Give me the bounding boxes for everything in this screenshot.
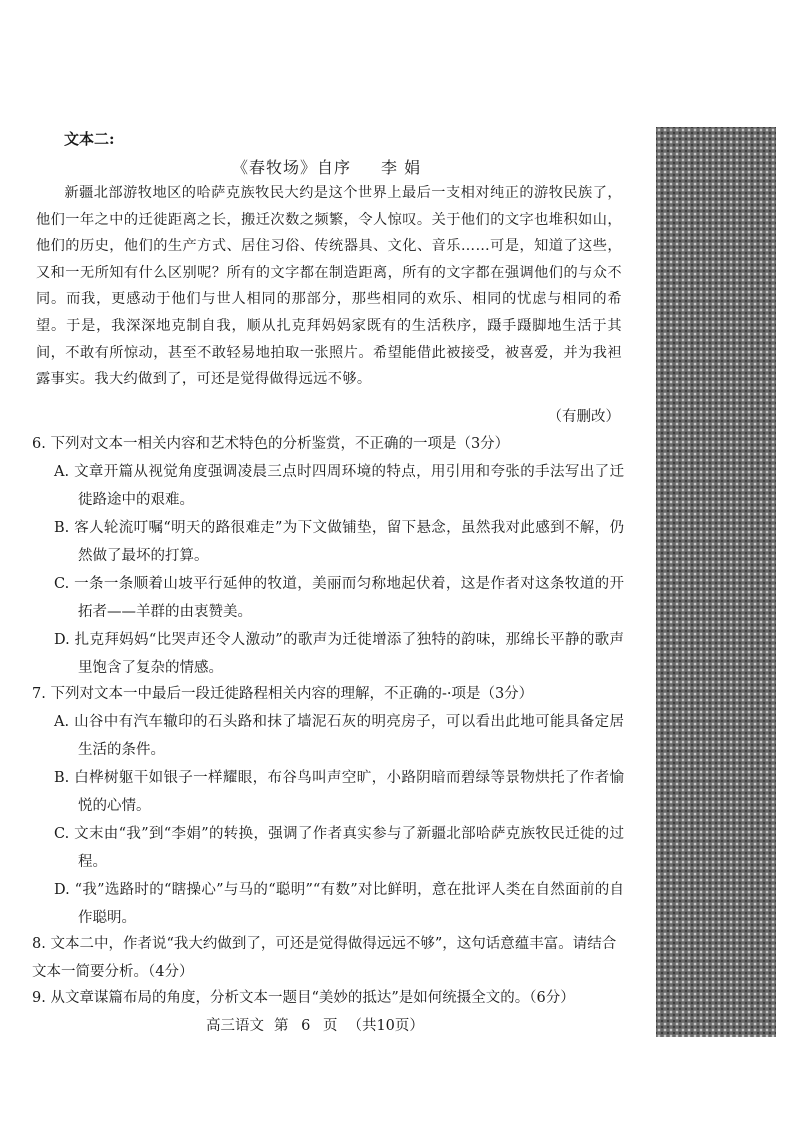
question-6-option-b: B. 客人轮流叮嘱“明天的路很难走”为下文做铺垫，留下悬念，虽然我对此感到不解，仍然做了最坏的打算。 [54,520,624,564]
page-footer [206,1014,434,1035]
edit-note: （有删改） [547,409,620,425]
footer-subject: 高三语文 [206,1018,264,1034]
question-8-stem: 8. 文本二中，作者说“我大约做到了，可还是觉得做得远远不够”，这句话意蕴丰富。请结合文本一简要分析。（4分） [32,936,617,980]
section-heading: 文本二: [64,130,115,148]
essay-title: 《春牧场》自序 [232,158,352,177]
question-6-option-a: A. 文章开篇从视觉角度强调凌晨三点时四周环境的特点，用引用和夸张的手法写出了迁徙路途中的艰难。 [54,464,624,508]
question-7-option-d: D. “我”选路时的“瞎操心”与马的“聪明”“有数”对比鲜明，意在批评人类在自然面前的自作聪明。 [54,882,624,926]
question-7-option-c: C. 文末由“我”到“李娟”的转换，强调了作者真实参与了新疆北部哈萨克族牧民迁徙的过程。 [54,826,624,870]
scan-texture-panel [656,127,776,1037]
question-9-stem: 9. 从文章谋篇布局的角度，分析文本一题目“美妙的抵达”是如何统摄全文的。（6分） [32,990,575,1006]
footer-page-number: 第 6 页 [274,1018,338,1034]
question-6-stem: 6. 下列对文本一相关内容和艺术特色的分析鉴赏，不正确的一项是（3分） [32,436,510,452]
question-7-option-a: A. 山谷中有汽车辙印的石头路和抹了墙泥石灰的明亮房子，可以看出此地可能具备定居生活的条件。 [54,714,624,758]
question-6-option-d: D. 扎克拜妈妈“比哭声还令人激动”的歌声为迁徙增添了独特的韵味，那绵长平静的歌声里饱含了复杂的情感。 [54,632,624,676]
essay-body: 新疆北部游牧地区的哈萨克族牧民大约是这个世界上最后一支相对纯正的游牧民族了，他们一年之中的迁徙距离之长，搬迁次数之频繁，令人惊叹。关于他们的文字也堆积如山，他们的历史，他们的生产方式、居住习俗、传统器具、文化、音乐……可是，知道了这些，又和一无所知有什么区别呢？所有的文字都在制造距离，所有的文字都在强调他们的与众不同。而我，更感动于他们与世人相同的那部分，那些相同的欢乐、相同的忧虑与相同的希望。于是，我深深地克制自我，顺从扎克拜妈妈家既有的生活秩序，蹑手蹑脚地生活于其间，不敢有所惊动，甚至不敢轻易地拍取一张照片。希望能借此被接受，被喜爱，并为我袒露事实。我大约做到了，可还是觉得做得远远不够。 [36,185,622,388]
essay-author: 李 娟 [381,158,422,177]
essay-title-line [232,155,421,178]
question-7-stem: 7. 下列对文本一中最后一段迁徙路程相关内容的理解，不正确的-·项是（3分） [32,686,534,702]
footer-total-pages: （共10页） [347,1018,424,1034]
question-7-option-b: B. 白桦树躯干如银子一样耀眼，布谷鸟叫声空旷，小路阴暗而碧绿等景物烘托了作者愉悦的心情。 [54,770,624,814]
question-6-option-c: C. 一条一条顺着山坡平行延伸的牧道，美丽而匀称地起伏着，这是作者对这条牧道的开拓者——羊群的由衷赞美。 [54,576,624,620]
